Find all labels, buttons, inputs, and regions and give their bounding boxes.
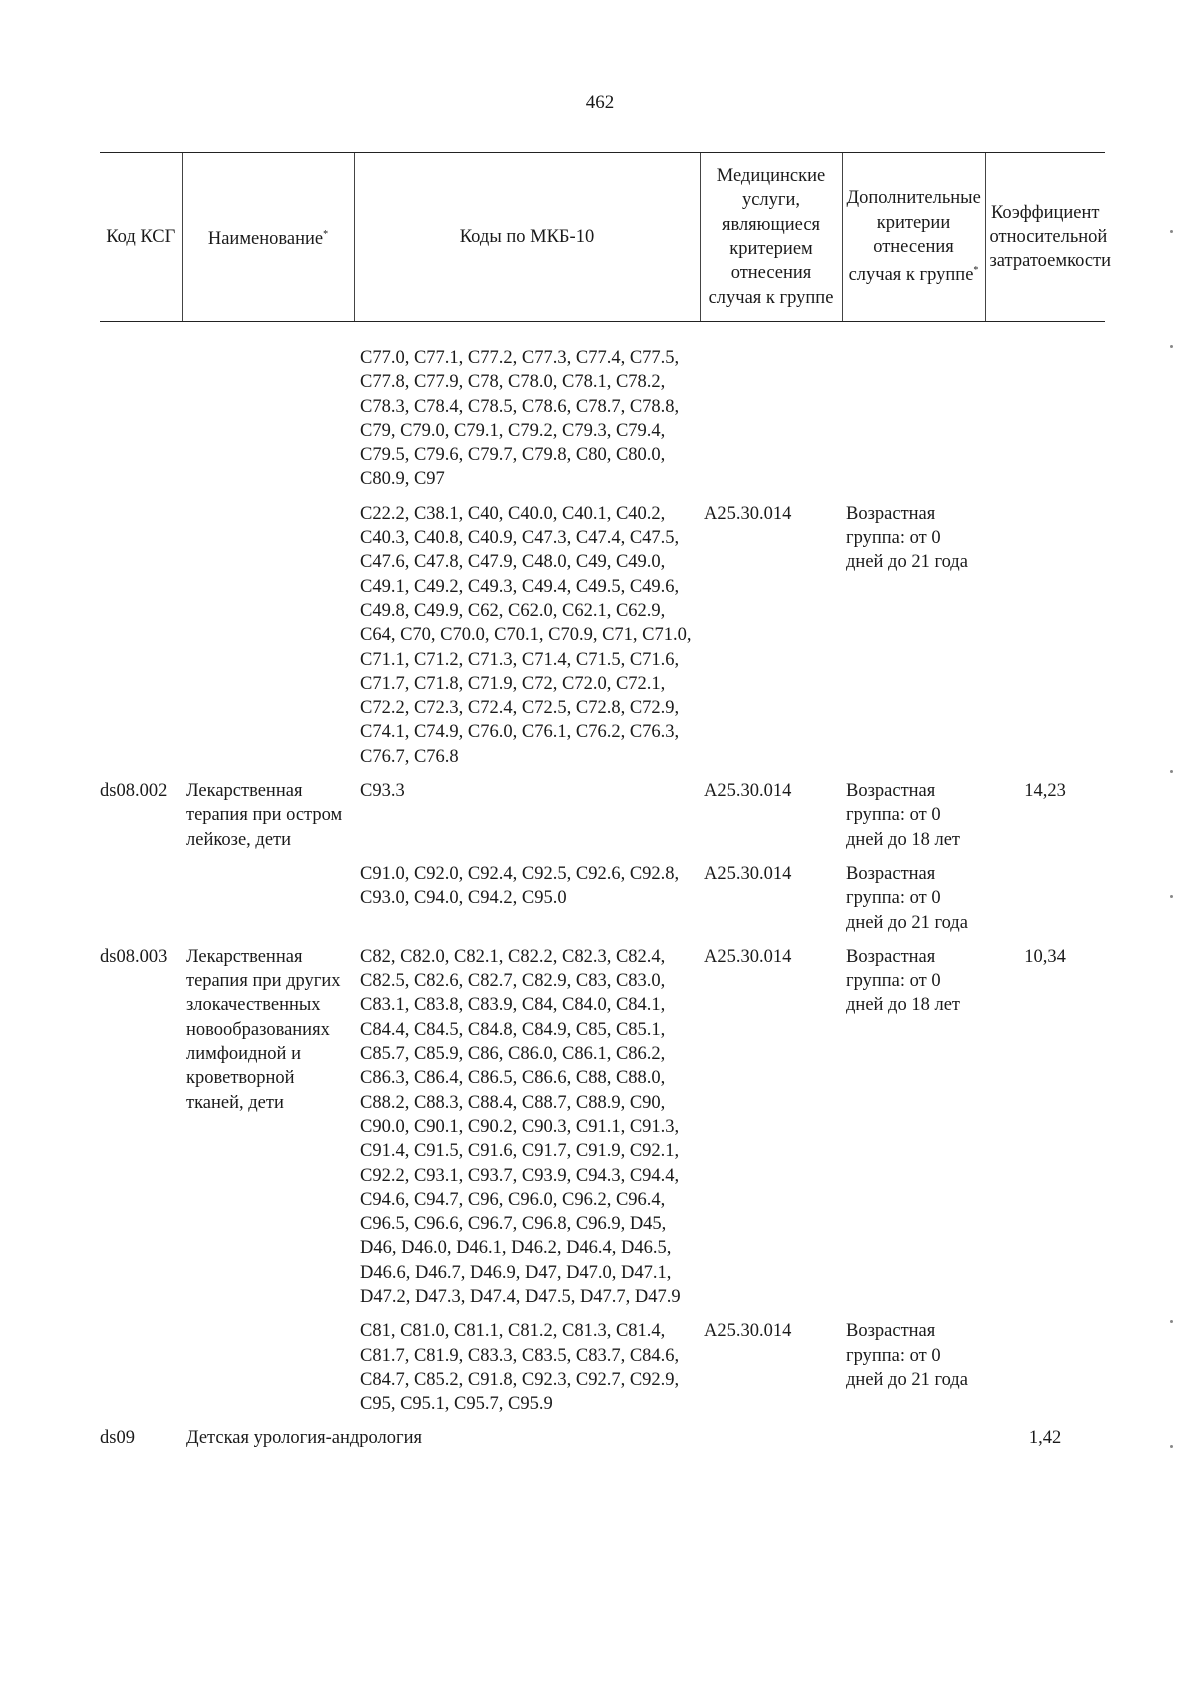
cell-name [182, 322, 354, 502]
cell-kod: ds08.002 [100, 781, 168, 802]
ksg-table [100, 152, 1112, 1451]
cell-name [182, 1319, 354, 1426]
cell-codes: C22.2, C38.1, C40, C40.0, C40.1, C40.2, C40.3, C40.8, C40.9, C47.3, C47.4, C47.5, C47.6, C47.8, C47.9, C48.0, C49, C49.0, C49.1, C49.2, C49.3, C49.4, C49.5, C49.6, C49.8, C49.9, C62, C62.0, C62.1, C62.9, C64, C70, C70.0, C70.1, C70.9, C71, C71.0, C71.1, C71.2, C71.3, C71.4, C71.5, C71.6, C71.7, C71.8, C71.9, C72, C72.0, C72.1, C72.2, C72.3, C72.4, C72.5, C72.8, C72.9, C74.1, C74.9, C76.0, C76.1, C76.2, C76.3, C76.7, C76.8 [360, 503, 692, 767]
table-row [100, 322, 1105, 502]
scan-speck [1170, 770, 1173, 773]
header-name: Наименование* [182, 153, 354, 322]
page-number: 462 [585, 92, 615, 113]
cell-kod [100, 502, 182, 779]
cell-codes: C81, C81.0, C81.1, C81.2, C81.3, C81.4, C81.7, C81.9, C83.3, C83.5, C83.7, C84.6, C84.7, C85.2, C91.8, C92.3, C92.7, C92.9, C95, C95.1, C95.7, C95.9 [360, 1321, 680, 1415]
cell-kod: ds08.003 [100, 946, 168, 967]
table-row [100, 502, 1105, 779]
header-services: Медицинские услуги, являющиеся критерием отнесения случая к группе [700, 153, 842, 322]
cell-codes: C91.0, C92.0, C92.4, C92.5, C92.6, C92.8, C93.0, C94.0, C94.2, C95.0 [360, 863, 680, 909]
scan-speck [1170, 230, 1173, 233]
table-header-row [100, 153, 1105, 322]
cell-name: Лекарственная терапия при других злокачественных новообразованиях лимфоидной и кроветворной тканей, дети [186, 946, 341, 1113]
cell-codes: C82, C82.0, C82.1, C82.2, C82.3, C82.4, C82.5, C82.6, C82.7, C82.9, C83, C83.0, C83.1, C83.8, C83.9, C84, C84.0, C84.1, C84.4, C84.5, C84.8, C84.9, C85, C85.1, C85.7, C85.9, C86, C86.0, C86.1, C86.2, C86.3, C86.4, C86.5, C86.6, C88, C88.0, C88.2, C88.3, C88.4, C88.7, C88.9, C90, C90.0, C90.1, C90.2, C90.3, C91.1, C91.3, C91.4, C91.5, C91.6, C91.7, C91.9, C92.1, C92.2, C93.1, C93.7, C93.9, C94.3, C94.4, C94.6, C94.7, C96, C96.0, C96.2, C96.4, C96.5, C96.6, C96.7, C96.8, C96.9, D45, D46, D46.0, D46.1, D46.2, D46.4, D46.5, D46.6, D46.7, D46.9, D47, D47.0, D47.1, D47.2, D47.3, D47.4, D47.5, D47.7, D47.9 [360, 946, 681, 1307]
cell-criteria: Возрастная группа: от 0 дней до 21 года [846, 1321, 968, 1390]
cell-name [182, 862, 354, 945]
cell-criteria [842, 322, 985, 502]
cell-codes: C77.0, C77.1, C77.2, C77.3, C77.4, C77.5, C77.8, C77.9, C78, C78.0, C78.1, C78.2, C78.3, C78.4, C78.5, C78.6, C78.7, C78.8, C79, C79.0, C79.1, C79.2, C79.3, C79.4, C79.5, C79.6, C79.7, C79.8, C80, C80.0, C80.9, C97 [360, 348, 680, 490]
cell-name: Детская урология-андрология [186, 1428, 423, 1449]
table-row [100, 945, 1105, 1319]
cell-criteria: Возрастная группа: от 0 дней до 21 года [846, 503, 968, 573]
cell-coef [985, 1319, 1105, 1426]
cell-name: Лекарственная терапия при остром лейкозе, дети [186, 781, 343, 850]
cell-service [700, 322, 842, 502]
scan-speck [1170, 1320, 1173, 1323]
cell-service: A25.30.014 [704, 1321, 792, 1342]
cell-kod [100, 862, 182, 945]
table-row [100, 1426, 1105, 1450]
cell-coef: 1,42 [1028, 1428, 1062, 1449]
cell-service: A25.30.014 [704, 503, 792, 524]
cell-kod [100, 322, 182, 502]
cell-coef [985, 862, 1105, 945]
table-row [100, 1319, 1105, 1426]
cell-coef [985, 502, 1105, 779]
cell-name [182, 502, 354, 779]
cell-criteria: Возрастная группа: от 0 дней до 18 лет [846, 946, 960, 1016]
header-criteria: Дополнительные критерии отнесения случая к группе* [842, 153, 985, 322]
scan-speck [1170, 1445, 1173, 1448]
cell-service: A25.30.014 [704, 946, 792, 967]
table-row [100, 779, 1105, 862]
cell-criteria: Возрастная группа: от 0 дней до 21 года [846, 863, 968, 933]
cell-coef: 10,34 [1024, 946, 1066, 967]
header-coef: Коэффициент относительной затратоемкости [985, 153, 1105, 322]
scan-speck [1170, 345, 1173, 348]
cell-codes: C93.3 [360, 781, 405, 802]
cell-kod: ds09 [100, 1428, 135, 1449]
header-kod: Код КСГ [100, 153, 182, 322]
table-row [100, 862, 1105, 945]
scan-speck [1170, 895, 1173, 898]
cell-service: A25.30.014 [704, 781, 792, 802]
cell-coef: 14,23 [1024, 781, 1066, 802]
cell-service: A25.30.014 [704, 863, 792, 884]
cell-kod [100, 1319, 182, 1426]
cell-coef [985, 322, 1105, 502]
header-mkb: Коды по МКБ-10 [354, 153, 700, 322]
cell-criteria: Возрастная группа: от 0 дней до 18 лет [846, 781, 960, 850]
